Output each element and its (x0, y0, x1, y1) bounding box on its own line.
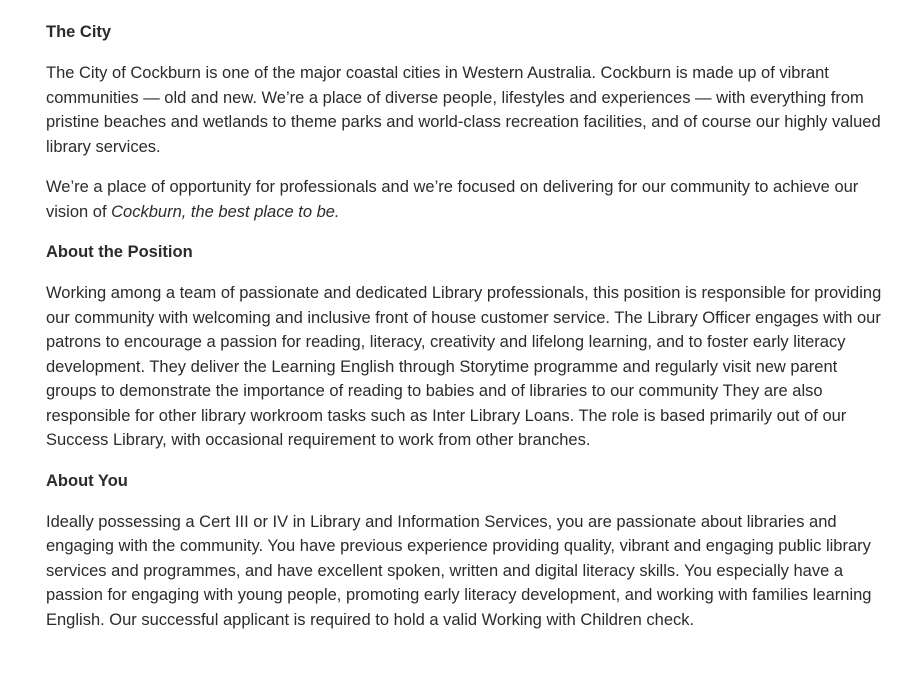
city-intro-paragraph: The City of Cockburn is one of the major coastal cities in Western Australia. Cockburn is made up of vibrant communities — old and new. We’re a place of diverse people, lifestyles and experiences — with everything from pristine beaches and wetlands to theme parks and world-class recreation facilities, and of course our highly valued library services. (46, 64, 881, 156)
position-paragraph: Working among a team of passionate and dedicated Library professionals, this position is responsible for providing our community with welcoming and inclusive front of house customer service. The Library Officer engages with our patrons to encourage a passion for reading, literacy, creativity and lifelong learning, and to foster early literacy development. They deliver the Learning English through Storytime programme and regularly visit new parent groups to demonstrate the importance of reading to babies and of libraries to our community They are also responsible for other library workroom tasks such as Inter Library Loans. The role is based primarily out of our Success Library, with occasional requirement to work from other branches. (46, 284, 882, 449)
city-vision-text: We’re a place of opportunity for professionals and we’re focused on delivering for our community to achieve our vision of (46, 178, 859, 221)
city-vision-emphasis: Cockburn, the best place to be. (111, 202, 340, 221)
heading-about-position: About the Position (46, 243, 193, 261)
job-description (46, 20, 891, 648)
city-vision-paragraph (46, 175, 891, 224)
heading-about-you: About You (46, 471, 128, 490)
about-you-paragraph: Ideally possessing a Cert III or IV in Library and Information Services, you are passionate about libraries and engaging with the community. You have previous experience providing quality, vibrant and engaging public library services and programmes, and have excellent spoken, written and digital literacy skills. You especially have a passion for engaging with young people, promoting early literacy development, and working with families learning English. Our successful applicant is required to hold a valid Working with Children check. (46, 512, 872, 629)
heading-the-city: The City (46, 23, 112, 41)
